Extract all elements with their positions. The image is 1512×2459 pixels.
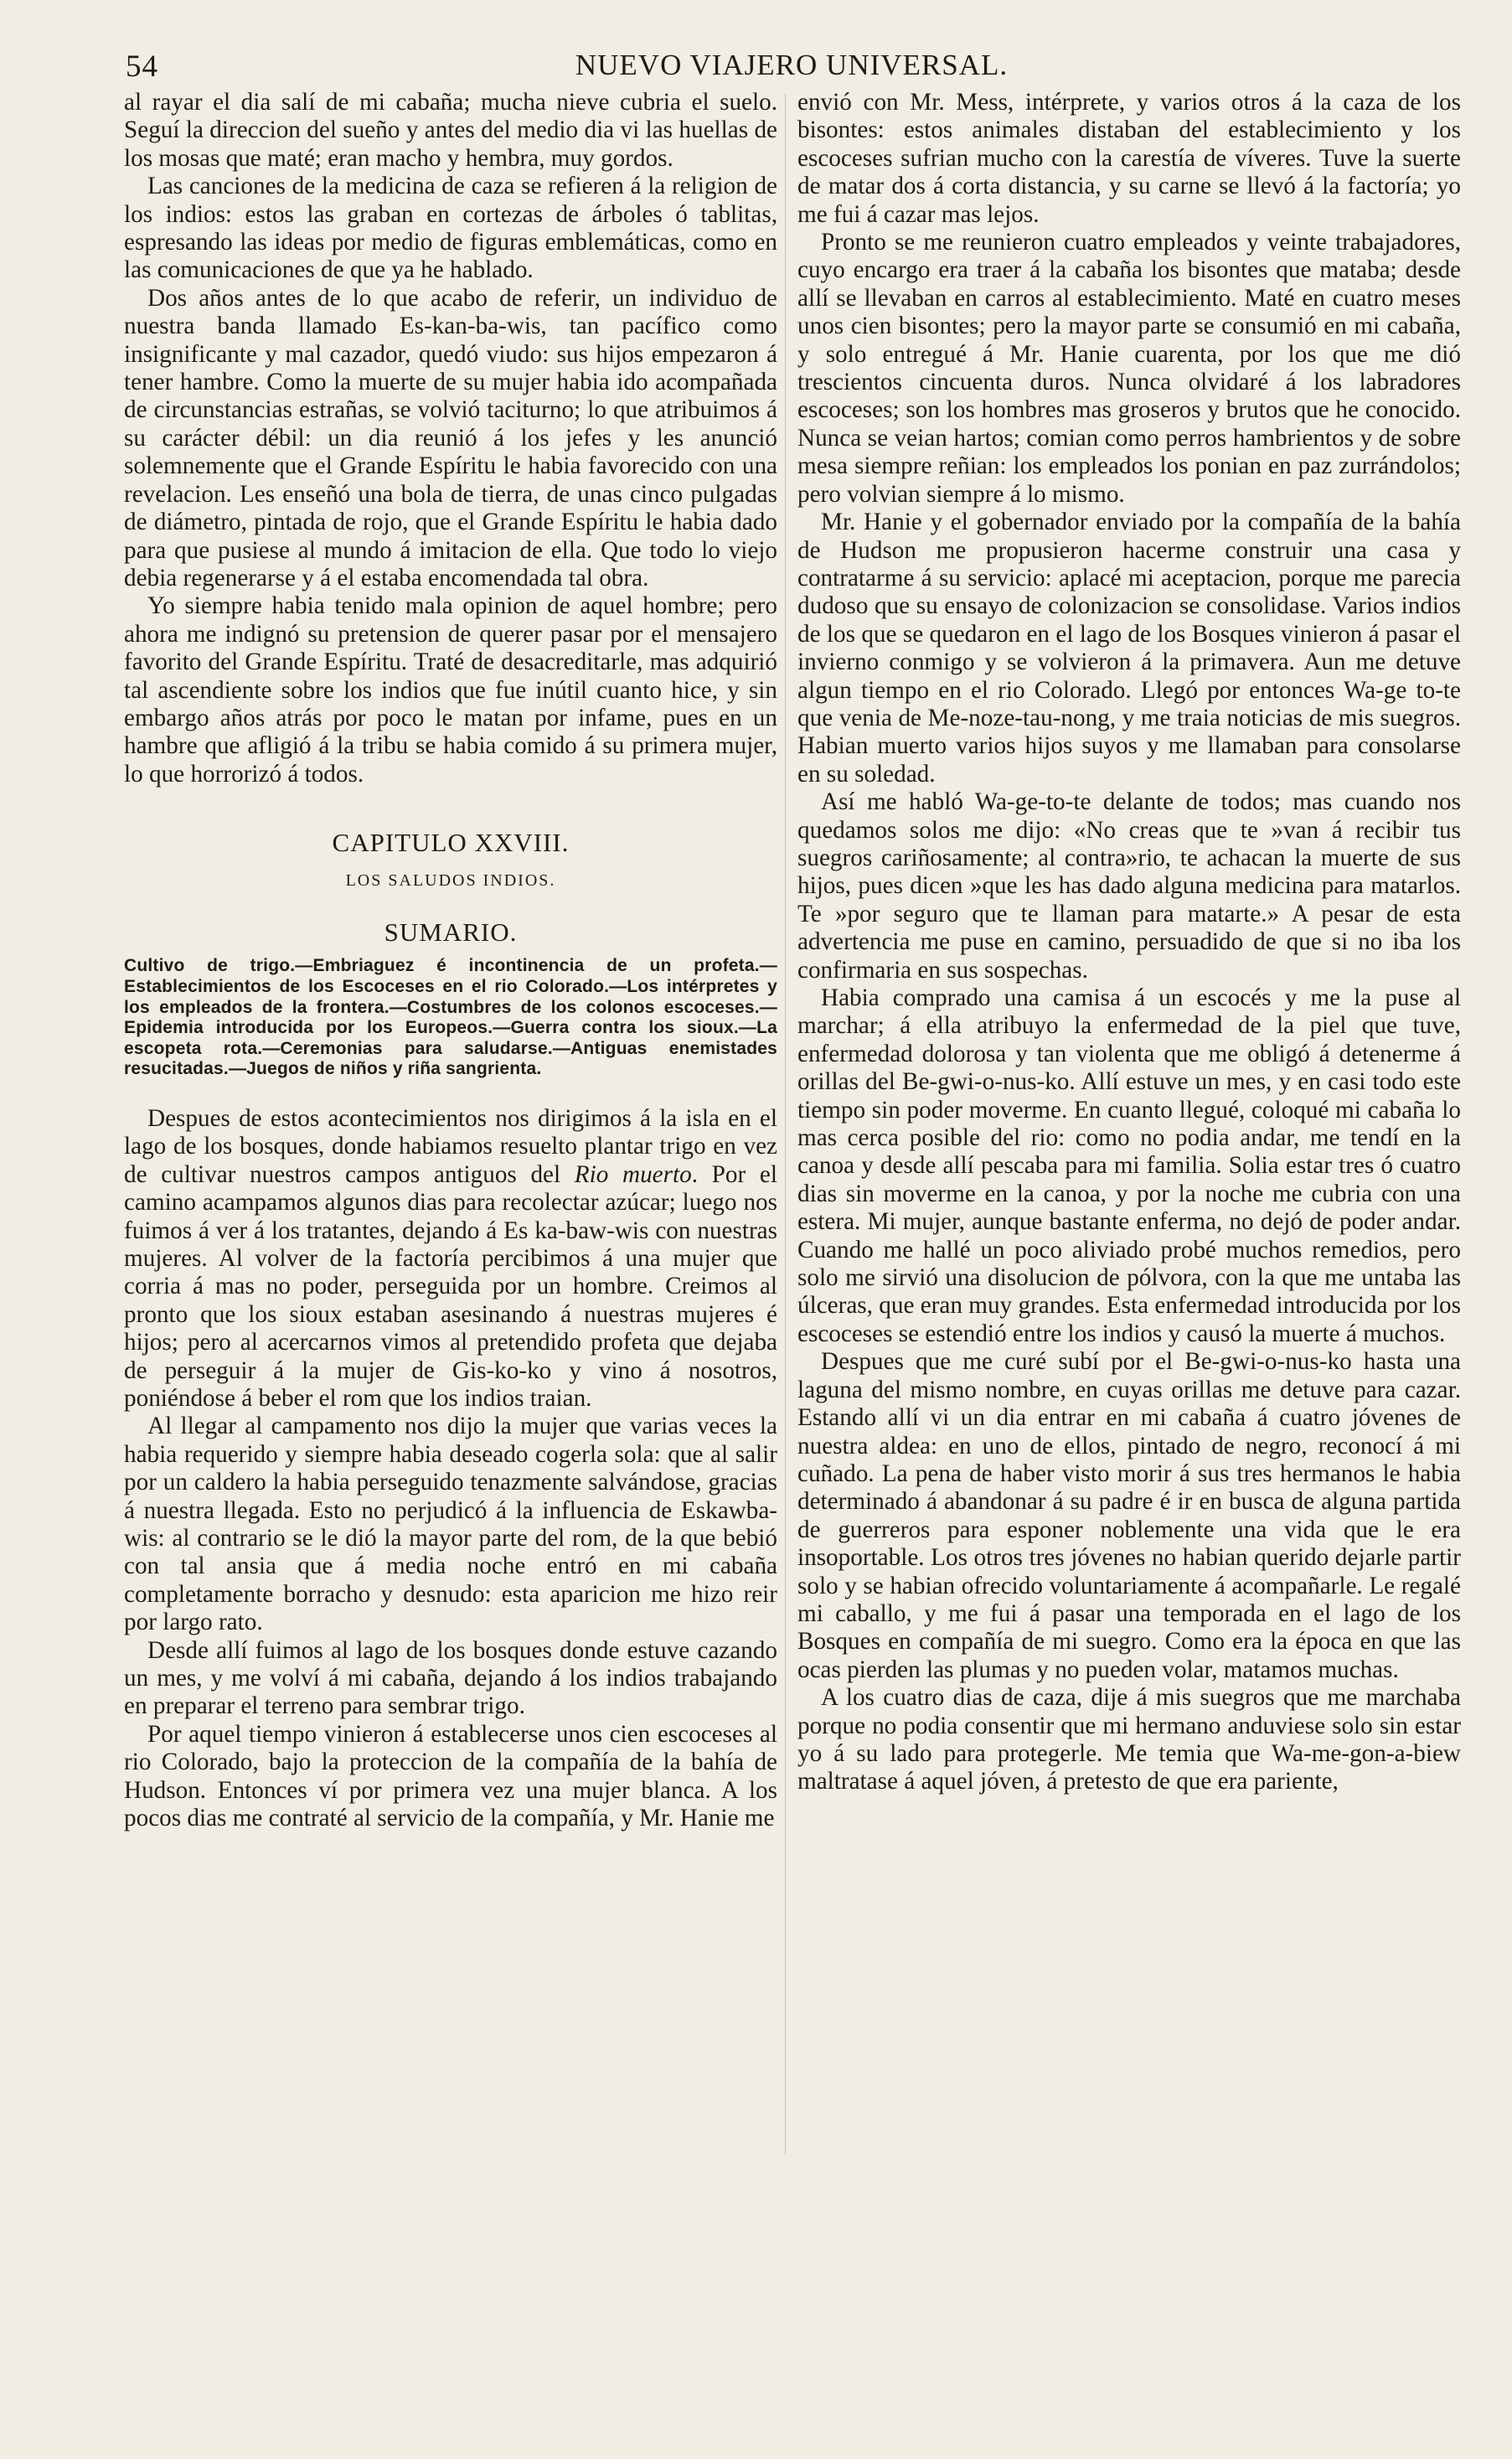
- chapter-subtitle: LOS SALUDOS INDIOS.: [345, 870, 556, 890]
- paragraph-text: . Por el camino acampamos algunos dias para recolectar azúcar; luego nos fuimos á ver á los tratantes, dejando á Es ka-baw-wis con nuestras mujeres. Al volver de la factoría percibimos á una mujer que corria á mas no poder, perseguida por un hombre. Creimos al pronto que los sioux estaban asesinando á nuestras mujeres é hijos; pero al acercarnos vimos al pretendido profeta que dejaba de perseguir á la mujer de Gis-ko-ko y vino á nosotros, poniéndose á beber el rom que los indios traian.: [124, 1160, 777, 1412]
- paragraph: Pronto se me reunieron cuatro empleados y veinte trabajadores, cuyo encargo era traer á la cabaña los bisontes que mataba; desde allí se llevaban en carros al establecimiento. Maté en cuatro meses unos cien bisontes; pero la mayor parte se consumió en mi cabaña, y solo entregué á Mr. Hanie cuarenta, por los que me dió trescientos cincuenta duros. Nunca olvidaré á los labradores escoceses; son los hombres mas groseros y brutos que he conocido. Nunca se veian hartos; comian como perros hambrientos y de sobre mesa siempre reñian: los empleados los ponian en paz zurrándolos; pero volvian siempre á lo mismo.: [797, 229, 1461, 508]
- paragraph: Yo siempre habia tenido mala opinion de aquel hombre; pero ahora me indignó su pretension de querer pasar por el mensajero favorito del Grande Espíritu. Traté de desacreditarle, mas adquirió tal ascendiente sobre los indios que fue inútil cuanto hice, y sin embargo años atrás por poco le matan por infame, pues en un hambre que afligió á la tribu se habia comido á su primera mujer, lo que horrorizó á todos.: [124, 592, 777, 788]
- paragraph: Despues que me curé subí por el Be-gwi-o-nus-ko hasta una laguna del mismo nombre, en cuyas orillas me detuve para cazar. Estando allí vi un dia entrar en mi cabaña á cuatro jóvenes de nuestra aldea: en uno de ellos, pintado de negro, reconocí á mi cuñado. La pena de haber visto morir á sus tres hermanos le habia determinado á abandonar á su padre é ir en busca de alguna partida de guerreros para esponer noblemente una vida que le era insoportable. Los otros tres jóvenes no habian querido dejarle partir solo y se habian ofrecido voluntariamente á acompañarle. Le regalé mi caballo, y me fui á pasar una temporada en el lago de los Bosques en compañía de mi suegro. Como era la época en que las ocas pierden las plumas y no pueden volar, matamos muchas.: [797, 1348, 1461, 1683]
- italic-place-name: Rio muerto: [574, 1160, 692, 1188]
- paragraph: Dos años antes de lo que acabo de referir, un individuo de nuestra banda llamado Es-kan-ba-wis, tan pacífico como insignificante y mal cazador, quedó viudo: sus hijos empezaron á tener hambre. Como la muerte de su mujer habia ido acompañada de circunstancias estrañas, se volvió taciturno; lo que atribuimos á su carácter débil: un dia reunió á los jefes y les anunció solemnemente que el Grande Espíritu le habia favorecido con una revelacion. Les enseñó una bola de tierra, de unas cinco pulgadas de diámetro, pintada de rojo, que el Grande Espíritu le habia dado para que pusiese al mundo á imitacion de ella. Que todo lo viejo debia regenerarse y á el estaba encomendada tal obra.: [124, 284, 777, 592]
- paragraph-text: Despues de estos acontecimientos nos dirigimos á la isla en el lago de los bosques, donde habiamos resuelto plantar trigo en vez de cultivar nuestros campos antiguos del: [124, 1104, 777, 1188]
- paragraph: Por aquel tiempo vinieron á establecerse unos cien escoceses al rio Colorado, bajo la proteccion de la compañía de la bahía de Hudson. Entonces ví por primera vez una mujer blanca. A los pocos dias me contraté al servicio de la compañía, y Mr. Hanie me: [124, 1720, 777, 1832]
- paragraph: al rayar el dia salí de mi cabaña; mucha nieve cubria el suelo. Seguí la direccion del sueño y antes del medio dia vi las huellas de los mosas que maté; eran macho y hembra, muy gordos.: [124, 89, 777, 172]
- page-number: 54: [126, 49, 158, 84]
- paragraph: Habia comprado una camisa á un escocés y me la puse al marchar; á ella atribuyo la enfermedad de la piel que tuve, enfermedad dolorosa y tan violenta que me obligó á detenerme á orillas del Be-gwi-o-nus-ko. Allí estuve un mes, y en casi todo este tiempo sin poder moverme. En cuanto llegué, coloqué mi cabaña lo mas cerca posible del rio: como no podia andar, me tendí en la canoa y desde allí pescaba para mi familia. Solia estar tres ó cuatro dias sin moverme en la canoa, y por la noche me cubria con una estera. Mi mujer, aunque bastante enferma, no dejó de poder andar. Cuando me hallé un poco aliviado probé muchos remedios, pero solo me sirvió una disolucion de pólvora, con la que me untaba las úlceras, que eran muy grandes. Esta enfermedad introducida por los escoceses se estendió entre los indios y causó la muerte á muchos.: [797, 984, 1461, 1347]
- paragraph: [124, 1105, 777, 1413]
- right-column: [797, 89, 1461, 1796]
- left-column: [124, 89, 777, 1833]
- column-divider: [785, 94, 786, 2155]
- page-header: [126, 49, 1458, 89]
- paragraph: Mr. Hanie y el gobernador enviado por la compañía de la bahía de Hudson me propusieron hacerme construir una casa y contratarme á su servicio: aplacé mi aceptacion, porque me parecia dudoso que su ensayo de colonizacion se consolidase. Varios indios de los que se quedaron en el lago de los Bosques vinieron á pasar el invierno conmigo y se volvieron á la primavera. Aun me detuve algun tiempo en el rio Colorado. Llegó por entonces Wa-ge to-te que venia de Me-noze-tau-nong, y me traia noticias de mis suegros. Habian muerto varios hijos suyos y me llamaban para consolarse en su soledad.: [797, 509, 1461, 788]
- paragraph: Al llegar al campamento nos dijo la mujer que varias veces la habia requerido y siempre habia deseado cogerla sola: que al salir por un caldero la habia perseguido tenazmente salvándose, gracias á nuestra llegada. Esto no perjudicó á la influencia de Eskawba-wis: al contrario se le dió la mayor parte del rom, de la que bebió con tal ansia que á media noche entró en mi cabaña completamente borracho y desnudo: esta aparicion me hizo reir por largo rato.: [124, 1413, 777, 1636]
- paragraph: A los cuatro dias de caza, dije á mis suegros que me marchaba porque no podia consentir que mi hermano anduviese solo sin estar yo á su lado para protegerle. Me temia que Wa-me-gon-a-biew maltratase á aquel jóven, á pretesto de que era pariente,: [797, 1684, 1461, 1795]
- paragraph: Las canciones de la medicina de caza se refieren á la religion de los indios: estos las graban en cortezas de árboles ó tablitas, espresando las ideas por medio de figuras emblemáticas, como en las comunicaciones de que ya he hablado.: [124, 173, 777, 284]
- chapter-summary: Cultivo de trigo.—Embriaguez é incontinencia de un profeta.—Establecimientos de los Escoceses en el rio Colorado.—Los intérpretes y los empleados de la frontera.—Costumbres de los colonos escoceses.—Epidemia introducida por los Europeos.—Guerra contra los sioux.—La escopeta rota.—Ceremonias para saludarse.—Antiguas enemistades resucitadas.—Juegos de niños y riña sangrienta.: [124, 956, 777, 1079]
- paragraph: Desde allí fuimos al lago de los bosques donde estuve cazando un mes, y me volví á mi cabaña, dejando á los indios trabajando en preparar el terreno para sembrar trigo.: [124, 1636, 777, 1720]
- paragraph: Así me habló Wa-ge-to-te delante de todos; mas cuando nos quedamos solos me dijo: «No creas que te »van á recibir tus suegros cariñosamente; al contra»rio, te achacan la muerte de sus hijos, pues dicen »que les has dado alguna medicina para matarlos. Te »por seguro que te llaman para matarte.» A pesar de esta advertencia me puse en camino, persuadido de que si no iba los confirmaria en sus sospechas.: [797, 788, 1461, 984]
- chapter-title: CAPITULO XXVIII.: [332, 828, 570, 858]
- running-title: NUEVO VIAJERO UNIVERSAL.: [575, 49, 1009, 81]
- paragraph: envió con Mr. Mess, intérprete, y varios otros á la caza de los bisontes: estos animales distaban del establecimiento y los escoceses sufrian mucho con la carestía de víveres. Tuve la suerte de matar dos á corta distancia, y su carne se llevó á la factoría; yo me fui á cazar mas lejos.: [797, 89, 1461, 228]
- summary-heading: SUMARIO.: [384, 917, 518, 947]
